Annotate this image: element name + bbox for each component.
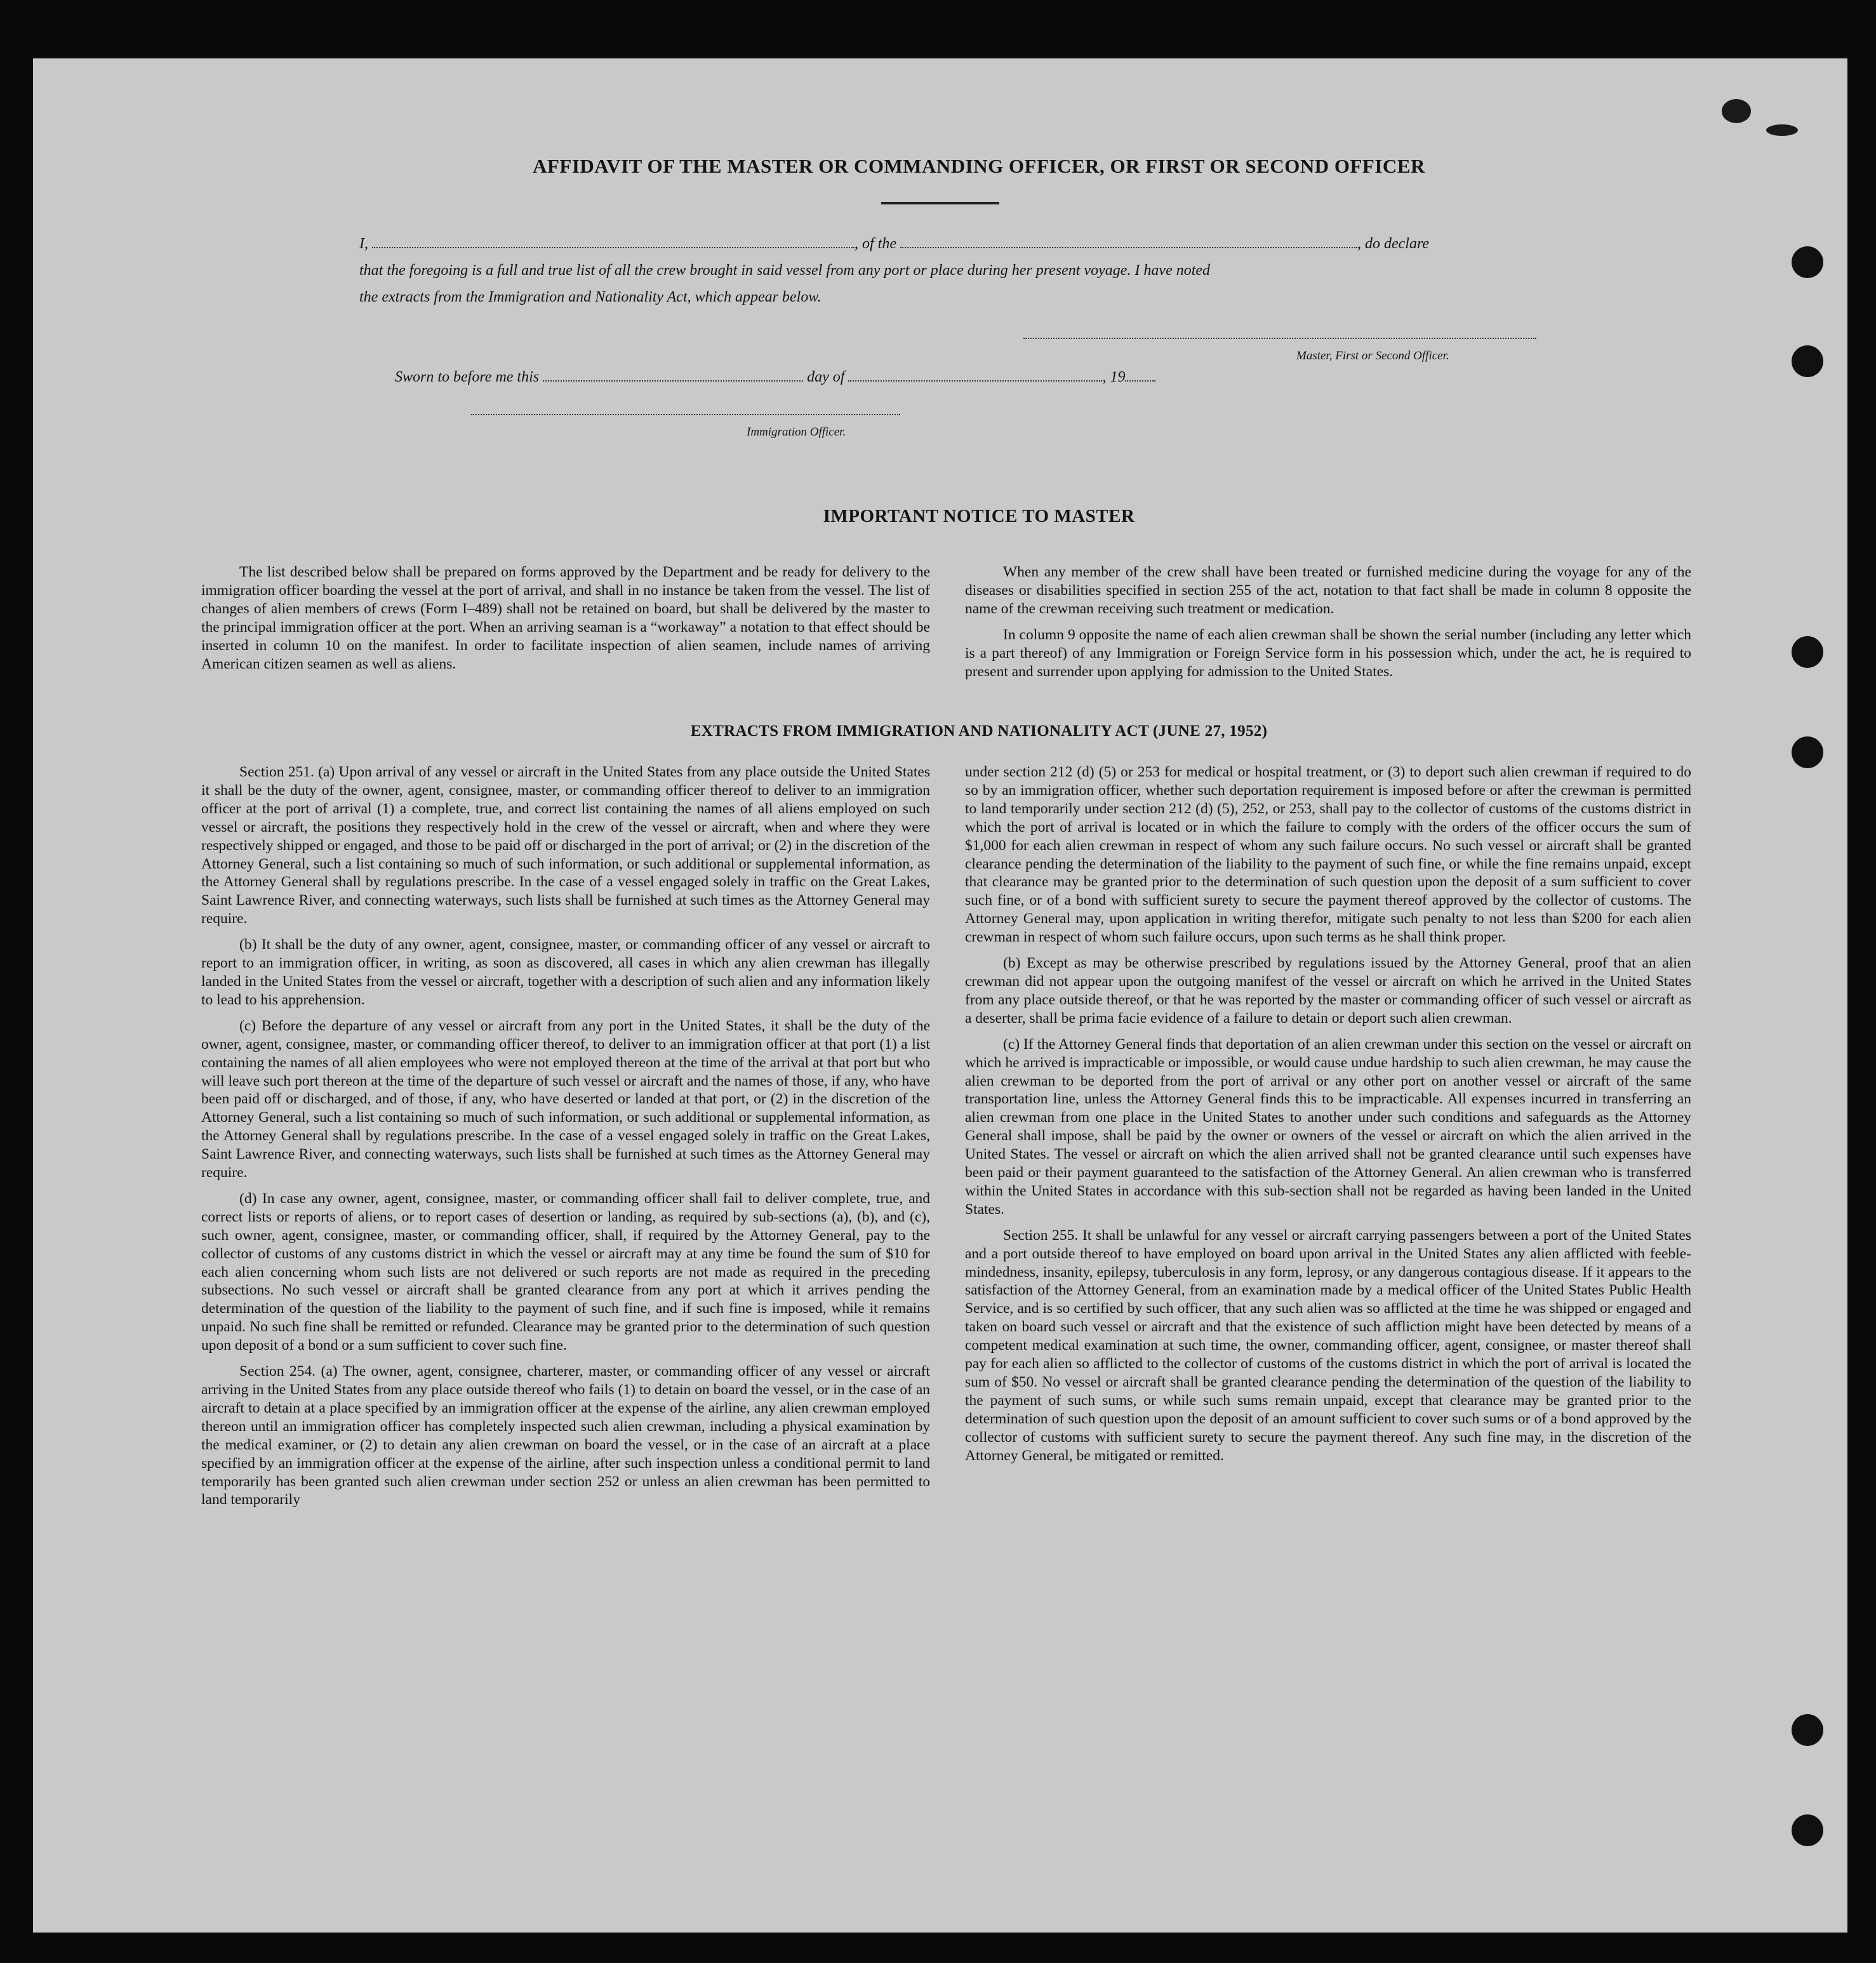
declaration-of-the: , of the bbox=[855, 236, 896, 252]
sworn-year-prefix: , 19 bbox=[1102, 369, 1126, 385]
vessel-name-field[interactable] bbox=[900, 233, 1357, 248]
section-paragraph: (c) If the Attorney General finds that deportation of an alien crewman under this section on the vessel or aircraft on which he arrived is impracticable or impossible, or would cause undue hardship to such alien crewman, he may cause the alien crewman to be deported from the port of arrival or any other port on another vessel or aircraft of the same transportation line, unless the Attorney General finds this to be impracticable. All expenses incurred in transferring an alien crewman from one place in the United States to another under such conditions and safeguards as the Attorney General shall impose, shall be paid by the owner or owners of the vessel or aircraft on which the alien arrived in the United States. The vessel or aircraft on which the alien arrived shall not be granted clearance until such expenses have been paid or their payment guaranteed to the satisfaction of the Attorney General. An alien crewman who is transferred within the United States in accordance with this sub-section shall not be regarded as having been landed in the United States. bbox=[965, 1035, 1691, 1218]
section-paragraph: Section 254. (a) The owner, agent, consignee, charterer, master, or commanding officer of any vessel or aircraft arriving in the United States from any place outside thereof who fails (1) to detain on board the vessel, or in the case of an aircraft to detain at a place specified by an immigration officer at the expense of the airline, any alien crewman employed thereon until an immigration officer has completely inspected such alien crewman, including a physical examination by the medical examiner, or (2) to detain any alien crewman on board the vessel, or in the case of an aircraft at a place specified by an immigration officer at the expense of the airline, after such inspection unless a conditional permit to land temporarily has been granted such alien crewman under section 252 or unless an alien crewman has been permitted to land temporarily bbox=[201, 1363, 930, 1508]
punch-hole bbox=[1792, 246, 1823, 278]
affidavit-title: AFFIDAVIT OF THE MASTER OR COMMANDING OFFICER, OR FIRST OR SECOND OFFICER bbox=[533, 155, 1425, 177]
section-paragraph: Section 251. (a) Upon arrival of any vessel or aircraft in the United States from any place outside the United States it shall be the duty of the owner, agent, consignee, master, or commanding officer thereof to deliver to an immigration officer at the port of arrival (1) a complete, true, and correct list containing the names of all aliens employed on such vessel or aircraft, the positions they respectively hold in the crew of the vessel or aircraft, when and where they were respectively shipped or engaged, and those to be paid off or discharged in the port of arrival; or (2) in the discretion of the Attorney General, such a list containing so much of such information, or such additional or supplemental information, as the Attorney General shall by regulations prescribe. In the case of a vessel engaged solely in traffic on the Great Lakes, Saint Lawrence River, and connecting waterways, such lists shall be furnished at such times as the Attorney General may require. bbox=[201, 764, 930, 928]
sworn-day-field[interactable] bbox=[543, 366, 803, 382]
section-paragraph: (b) Except as may be otherwise prescribed by regulations issued by the Attorney General, proof that an alien crewman did not appear upon the outgoing manifest of the vessel or aircraft on which he arrived in the United States from any place outside thereof, or that he was reported by the master or commanding officer of such vessel or aircraft as a deserter, shall be prima facie evidence of a failure to detain or deport such alien crewman. bbox=[965, 955, 1691, 1027]
sworn-text: Sworn to before me this bbox=[395, 369, 540, 385]
section-paragraph: (d) In case any owner, agent, consignee, master, or commanding officer shall fail to deliver complete, true, and correct lists or reports of aliens, or to report cases of desertion or landing, as required by sub-sections (a), (b), and (c), such owner, agent, consignee, master, or commanding officer, shall, if required by the Attorney General, pay to the collector of customs of any customs district in which the vessel or aircraft may at any time be found the sum of $10 for each alien concerning whom such lists are not delivered or such reports are not made as required in the preceding subsections. No such vessel or aircraft shall be granted clearance from any port at which it arrives pending the determination of the question of the liability to the payment of such fine, and if such fine is imposed, while it remains unpaid. No such fine shall be remitted or refunded. Clearance may be granted prior to the determination of such question upon deposit of a bond or a sum sufficient to cover such fine. bbox=[201, 1190, 930, 1354]
punch-hole bbox=[1792, 636, 1823, 668]
ink-smudge bbox=[1766, 124, 1798, 136]
notice-paragraph: In column 9 opposite the name of each alien crewman shall be shown the serial number (including any letter which is a part thereof) of any Immigration or Foreign Service form in his possession which, under the act, he is required to present and surrender upon applying for admission to the United States. bbox=[965, 626, 1691, 680]
section-paragraph: under section 212 (d) (5) or 253 for medical or hospital treatment, or (3) to deport such alien crewman if required to do so by an immigration officer, whether such deportation requirement is imposed before or after the crewman is permitted to land temporarily under section 212 (d) (5), 252, or 253, shall pay to the collector of customs of the customs district in which the port of arrival is located or in which the failure to comply with the orders of the officer occurs the sum of $1,000 for each alien crewman in respect of whom any such failure occurs. No such vessel or aircraft shall be granted clearance pending the determination of the liability to the payment of such fine, or while the fine remains unpaid, except that clearance may be granted prior to the determination of such question upon the deposit of a sum sufficient to cover such fine, or of a bond with sufficient surety to secure the payment thereof approved by the collector of customs. The Attorney General may, upon application in writing therefor, mitigate such penalty to not less than $200 for each alien crewman in respect of whom such failure occurs, upon such terms as he shall think proper. bbox=[965, 764, 1691, 946]
sworn-day-of: day of bbox=[807, 369, 845, 385]
notice-left-column bbox=[201, 563, 930, 681]
sworn-month-field[interactable] bbox=[848, 366, 1102, 382]
officer-signature-field[interactable] bbox=[471, 414, 900, 415]
document-page bbox=[33, 58, 1847, 1933]
sworn-line bbox=[395, 364, 1347, 390]
extracts-title: EXTRACTS FROM IMMIGRATION AND NATIONALITY ACT (JUNE 27, 1952) bbox=[690, 722, 1268, 740]
declarant-name-field[interactable] bbox=[372, 233, 855, 248]
punch-hole bbox=[1792, 1814, 1823, 1846]
punch-hole bbox=[1792, 345, 1823, 377]
notice-title: IMPORTANT NOTICE TO MASTER bbox=[823, 506, 1135, 526]
section-paragraph: (b) It shall be the duty of any owner, agent, consignee, master, or commanding officer of any vessel or aircraft to report to an immigration officer, in writing, as soon as discovered, all cases in which any alien crewman has illegally landed in the United States from the vessel or aircraft, together with a description of such alien and any information likely to lead to his apprehension. bbox=[201, 936, 930, 1008]
title-divider bbox=[881, 202, 999, 204]
officer-caption: Immigration Officer. bbox=[747, 425, 846, 439]
extracts-left-column bbox=[201, 763, 930, 1517]
notice-paragraph: The list described below shall be prepared on forms approved by the Department and be ready for delivery to the immigration officer boarding the vessel at the port of arrival, and shall in no instance be taken from the vessel. The list of changes of alien members of crews (Form I–489) shall not be retained on board, but shall be delivered by the master to the principal immigration officer at the port. When an arriving seaman is a “workaway” a notation to that effect should be inserted in column 10 on the manifest. In order to facilitate inspection of alien seamen, include names of arriving American citizen seamen as well as aliens. bbox=[201, 564, 930, 672]
sworn-year-field[interactable] bbox=[1125, 366, 1155, 382]
notice-right-column bbox=[965, 563, 1691, 688]
section-paragraph: Section 255. It shall be unlawful for any vessel or aircraft carrying passengers between a port of the United States and a port outside thereof to have employed on board upon arrival in the United States any alien afflicted with feeble-mindedness, insanity, epilepsy, tuberculosis in any form, leprosy, or any dangerous contagious disease. If it appears to the satisfaction of the Attorney General, from an examination made by a medical officer of the United States Public Health Service, and is so certified by such officer, that any such alien was so afflicted at the time he was shipped or engaged and taken on board such vessel or aircraft and that the existence of such affliction might have been detected by means of a competent medical examination at such time, the owner, commanding officer, agent, consignee, or master thereof shall pay for each alien so afflicted to the collector of customs of the customs district in which the port of arrival is located the sum of $50. No vessel or aircraft shall be granted clearance pending the determination of the question of the liability to the payment of such sums, or while such sums remain unpaid, except that clearance may be granted prior to the determination of such question upon the deposit of an amount sufficient to cover such sums or of a bond approved by the collector of customs with sufficient surety to secure the payment thereof. Any such fine may, in the discretion of the Attorney General, be mitigated or remitted. bbox=[965, 1227, 1691, 1464]
notice-paragraph: When any member of the crew shall have been treated or furnished medicine during the voyage for any of the diseases or disabilities specified in section 255 of the act, notation to that fact shall be made in column 8 opposite the name of the crewman receiving such treatment or medication. bbox=[965, 564, 1691, 617]
extracts-right-column bbox=[965, 763, 1691, 1473]
master-signature-field[interactable] bbox=[1023, 338, 1536, 339]
declaration-text-2: that the foregoing is a full and true list of all the crew brought in said vessel from any port or place during her present voyage. I have noted bbox=[359, 262, 1211, 279]
punch-hole bbox=[1792, 736, 1823, 768]
ink-smudge bbox=[1722, 99, 1751, 123]
declaration-i: I, bbox=[359, 236, 368, 252]
master-caption: Master, First or Second Officer. bbox=[1296, 349, 1449, 363]
declaration-text-3: the extracts from the Immigration and Nationality Act, which appear below. bbox=[359, 289, 822, 305]
declaration-do-declare: , do declare bbox=[1357, 236, 1430, 252]
declaration-line bbox=[359, 231, 1559, 256]
section-paragraph: (c) Before the departure of any vessel or aircraft from any port in the United States, it shall be the duty of the owner, agent, consignee, master, or commanding officer thereof, to deliver to an immigration officer at that port (1) a list containing the names of all alien employees who were not employed thereon at the time of the arrival at that port but who will leave such port thereon at the time of the departure of such vessel or aircraft and the names of those, if any, who have been paid off or discharged, and of those, if any, who have deserted or landed at that port, or (2) in the discretion of the Attorney General, such a list containing so much of such information, or such additional or supplemental information, as the Attorney General shall by regulations prescribe. In the case of a vessel engaged solely in traffic on the Great Lakes, Saint Lawrence River, and connecting waterways, such lists shall be furnished at such times as the Attorney General may require. bbox=[201, 1017, 930, 1181]
punch-hole bbox=[1792, 1714, 1823, 1746]
